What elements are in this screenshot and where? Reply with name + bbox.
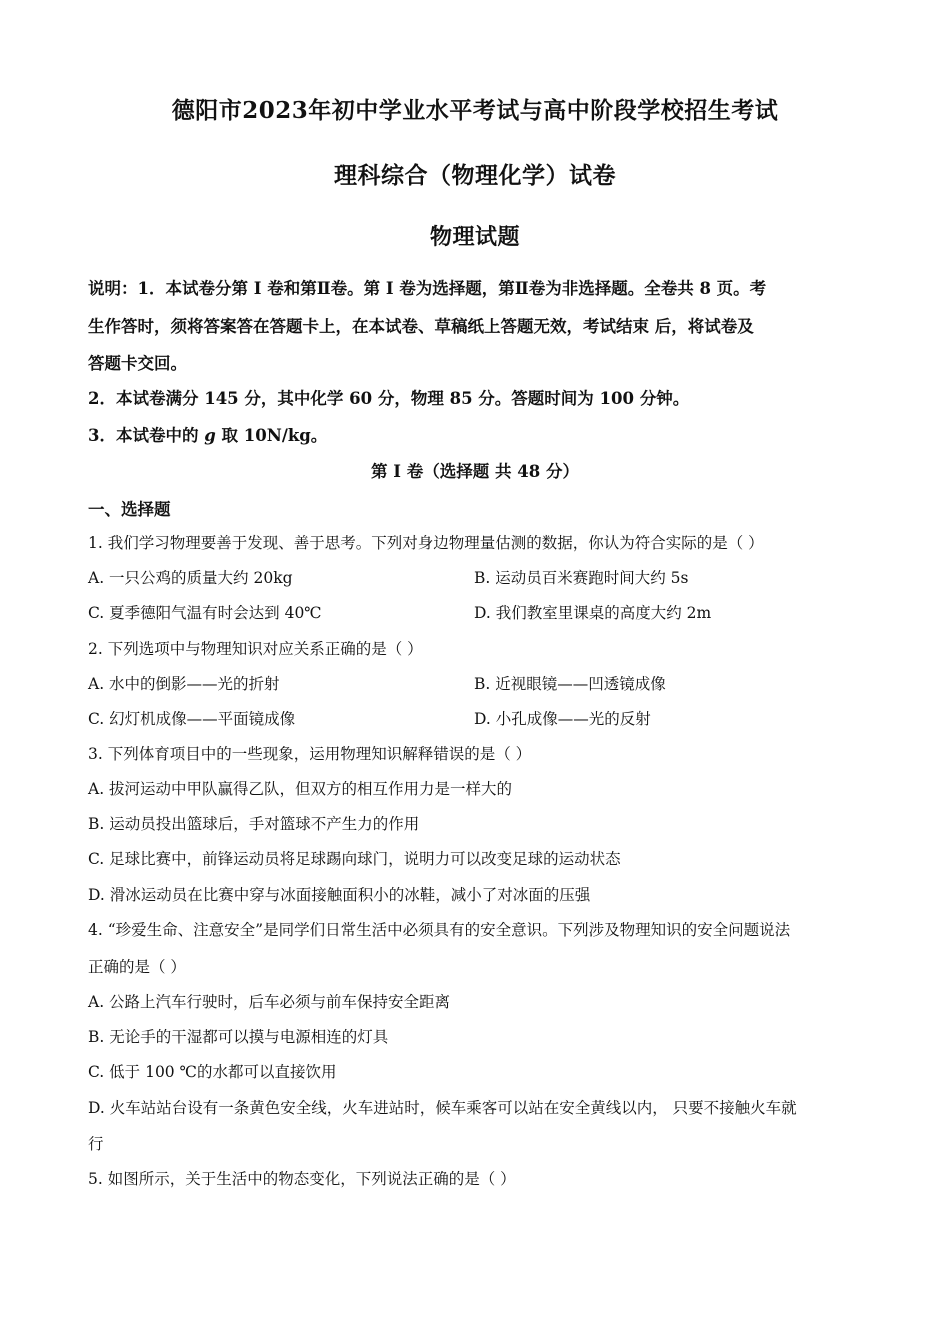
- question-2-option-c: C. 幻灯机成像——平面镜成像: [88, 710, 296, 728]
- question-3-stem: 3. 下列体育项目中的一些现象，运用物理知识解释错误的是（ ）: [88, 745, 532, 763]
- instruction-line-2: 生作答时，须将答案答在答题卡上，在本试卷、草稿纸上答题无效，考试结束 后，将试卷及: [88, 317, 754, 336]
- paper-title: 理科综合（物理化学）试卷: [334, 162, 616, 189]
- question-4-option-d-line-2: 行: [88, 1135, 104, 1153]
- instruction-line-5-post: 取 10N/kg。: [215, 426, 328, 445]
- instruction-line-5: [88, 422, 868, 446]
- instruction-line-3: 答题卡交回。: [88, 354, 187, 373]
- instruction-line-4: 2．本试卷满分 145 分，其中化学 60 分，物理 85 分。答题时间为 100 分钟。: [88, 389, 690, 408]
- section-title: 第 I 卷（选择题 共 48 分）: [371, 462, 579, 481]
- instruction-line-1: 说明：1．本试卷分第 I 卷和第Ⅱ卷。第 I 卷为选择题，第Ⅱ卷为非选择题。全卷共 8 页。考: [88, 279, 767, 298]
- question-5-stem: 5. 如图所示，关于生活中的物态变化，下列说法正确的是（ ）: [88, 1170, 516, 1188]
- question-2-option-d: D. 小孔成像——光的反射: [474, 710, 651, 728]
- question-4-option-a: A. 公路上汽车行驶时，后车必须与前车保持安全距离: [88, 993, 451, 1011]
- question-3-option-c: C. 足球比赛中，前锋运动员将足球踢向球门，说明力可以改变足球的运动状态: [88, 850, 621, 868]
- question-2-stem: 2. 下列选项中与物理知识对应关系正确的是（ ）: [88, 640, 423, 658]
- question-4-option-d-line-1: D. 火车站站台设有一条黄色安全线，火车进站时，候车乘客可以站在安全黄线以内， 只要不接触火车就: [88, 1099, 797, 1117]
- question-4-option-b: B. 无论手的干湿都可以摸与电源相连的灯具: [88, 1028, 389, 1046]
- question-4-option-c: C. 低于 100 ℃的水都可以直接饮用: [88, 1063, 337, 1081]
- instruction-line-5-pre: 3．本试卷中的: [88, 426, 205, 445]
- question-1-option-d: D. 我们教室里课桌的高度大约 2m: [474, 604, 712, 622]
- question-2-option-b: B. 近视眼镜——凹透镜成像: [474, 675, 666, 693]
- question-3-option-b: B. 运动员投出篮球后，手对篮球不产生力的作用: [88, 815, 420, 833]
- question-2-option-a: A. 水中的倒影——光的折射: [88, 675, 280, 693]
- question-3-option-d: D. 滑冰运动员在比赛中穿与冰面接触面积小的冰鞋，减小了对冰面的压强: [88, 886, 591, 904]
- question-1-option-a: A. 一只公鸡的质量大约 20kg: [88, 569, 293, 587]
- question-4-stem-line-1: 4. “珍爱生命、注意安全”是同学们日常生活中必须具有的安全意识。下列涉及物理知识的安全问题说法: [88, 921, 791, 939]
- question-1-option-c: C. 夏季德阳气温有时会达到 40℃: [88, 604, 322, 622]
- part-heading: 一、选择题: [88, 500, 171, 519]
- question-3-option-a: A. 拔河运动中甲队赢得乙队，但双方的相互作用力是一样大的: [88, 780, 513, 798]
- question-1-stem: 1. 我们学习物理要善于发现、善于思考。下列对身边物理量估测的数据，你认为符合实际的是（ ）: [88, 534, 764, 552]
- question-4-stem-line-2: 正确的是（ ）: [88, 958, 186, 976]
- subject-title: 物理试题: [429, 224, 520, 250]
- exam-title: 德阳市2023年初中学业水平考试与高中阶段学校招生考试: [171, 97, 779, 124]
- question-1-option-b: B. 运动员百米赛跑时间大约 5s: [474, 569, 689, 587]
- gravity-symbol: g: [204, 426, 216, 445]
